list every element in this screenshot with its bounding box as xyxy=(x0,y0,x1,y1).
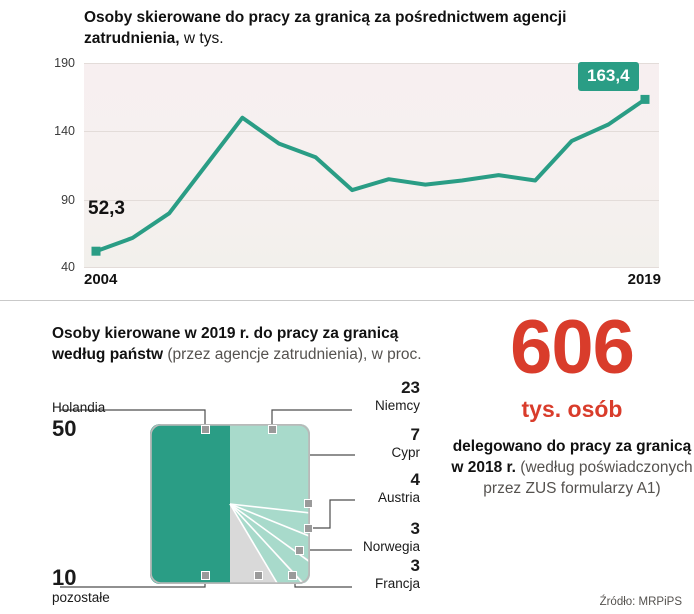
pie-label-pozostale-value: 10 xyxy=(52,565,77,590)
highlight-unit-label: tys. osób xyxy=(521,396,623,422)
pie-label-niemcy xyxy=(290,378,420,413)
top-chart-title-light: w tys. xyxy=(179,29,224,47)
pie-label-holandia xyxy=(52,400,105,441)
highlight-description-bold: delegowano do pracy za granicą w 2018 r. xyxy=(451,438,692,476)
highlight-description-light: (według poświadczonych przez ZUS formularzy A1) xyxy=(483,458,693,497)
pie-label-francja-value: 3 xyxy=(410,556,420,575)
pie-label-cypr xyxy=(290,425,420,460)
top-chart-title xyxy=(84,8,664,49)
start-value-label: 52,3 xyxy=(88,198,125,219)
pie-handle-bottom-center[interactable] xyxy=(201,571,210,580)
end-point-marker xyxy=(641,95,650,104)
top-chart-title-bold: Osoby skierowane do pracy za granicą za pośrednictwem agencji zatrudnienia, xyxy=(84,9,567,47)
pie-label-norwegia-value: 3 xyxy=(410,519,420,538)
y-tick-190: 190 xyxy=(54,56,75,70)
pie-label-holandia-value: 50 xyxy=(52,415,77,441)
pie-label-austria-value: 4 xyxy=(410,470,420,489)
pie-label-austria-name: Austria xyxy=(377,489,420,505)
x-axis-label-end: 2019 xyxy=(627,271,661,288)
line-chart-plot-area xyxy=(54,56,659,274)
highlight-description xyxy=(450,437,694,500)
end-value-callout: 163,4 xyxy=(578,62,639,91)
highlight-stat-panel xyxy=(450,300,694,614)
pie-label-francja xyxy=(290,556,420,591)
pie-handle-top-left[interactable] xyxy=(201,425,210,434)
pie-label-niemcy-name: Niemcy xyxy=(374,397,420,413)
start-point-marker xyxy=(92,247,101,256)
pie-label-pozostale-name: pozostałe xyxy=(52,590,110,606)
line-series-path xyxy=(96,99,645,251)
source-note: Źródło: MRPiPS xyxy=(599,596,682,608)
line-chart-series xyxy=(84,63,659,268)
pie-label-niemcy-value: 23 xyxy=(401,378,420,397)
y-tick-140: 140 xyxy=(54,124,75,138)
pie-chart-title-light: (przez agencje zatrudnienia), w proc. xyxy=(163,345,422,363)
y-tick-40: 40 xyxy=(61,260,75,274)
pie-label-norwegia xyxy=(290,519,420,554)
pie-chart xyxy=(150,424,310,584)
top-chart-section xyxy=(0,0,694,300)
pie-chart-title-bold: Osoby kierowane w 2019 r. do pracy za granicą według państw xyxy=(52,325,399,363)
pie-label-norwegia-name: Norwegia xyxy=(362,538,420,554)
pie-label-holandia-name: Holandia xyxy=(52,400,106,415)
pie-label-francja-name: Francja xyxy=(374,575,420,591)
pie-label-pozostale xyxy=(52,565,110,606)
pie-handle-bottom-left[interactable] xyxy=(254,571,263,580)
pie-label-austria xyxy=(290,470,420,505)
x-axis-label-start: 2004 xyxy=(84,271,118,288)
y-tick-90: 90 xyxy=(61,193,75,207)
pie-chart-svg xyxy=(150,424,310,584)
highlight-big-number: 606 xyxy=(510,305,634,390)
pie-label-cypr-value: 7 xyxy=(410,425,420,444)
pie-label-cypr-name: Cypr xyxy=(391,444,420,460)
pie-handle-top-right[interactable] xyxy=(268,425,277,434)
